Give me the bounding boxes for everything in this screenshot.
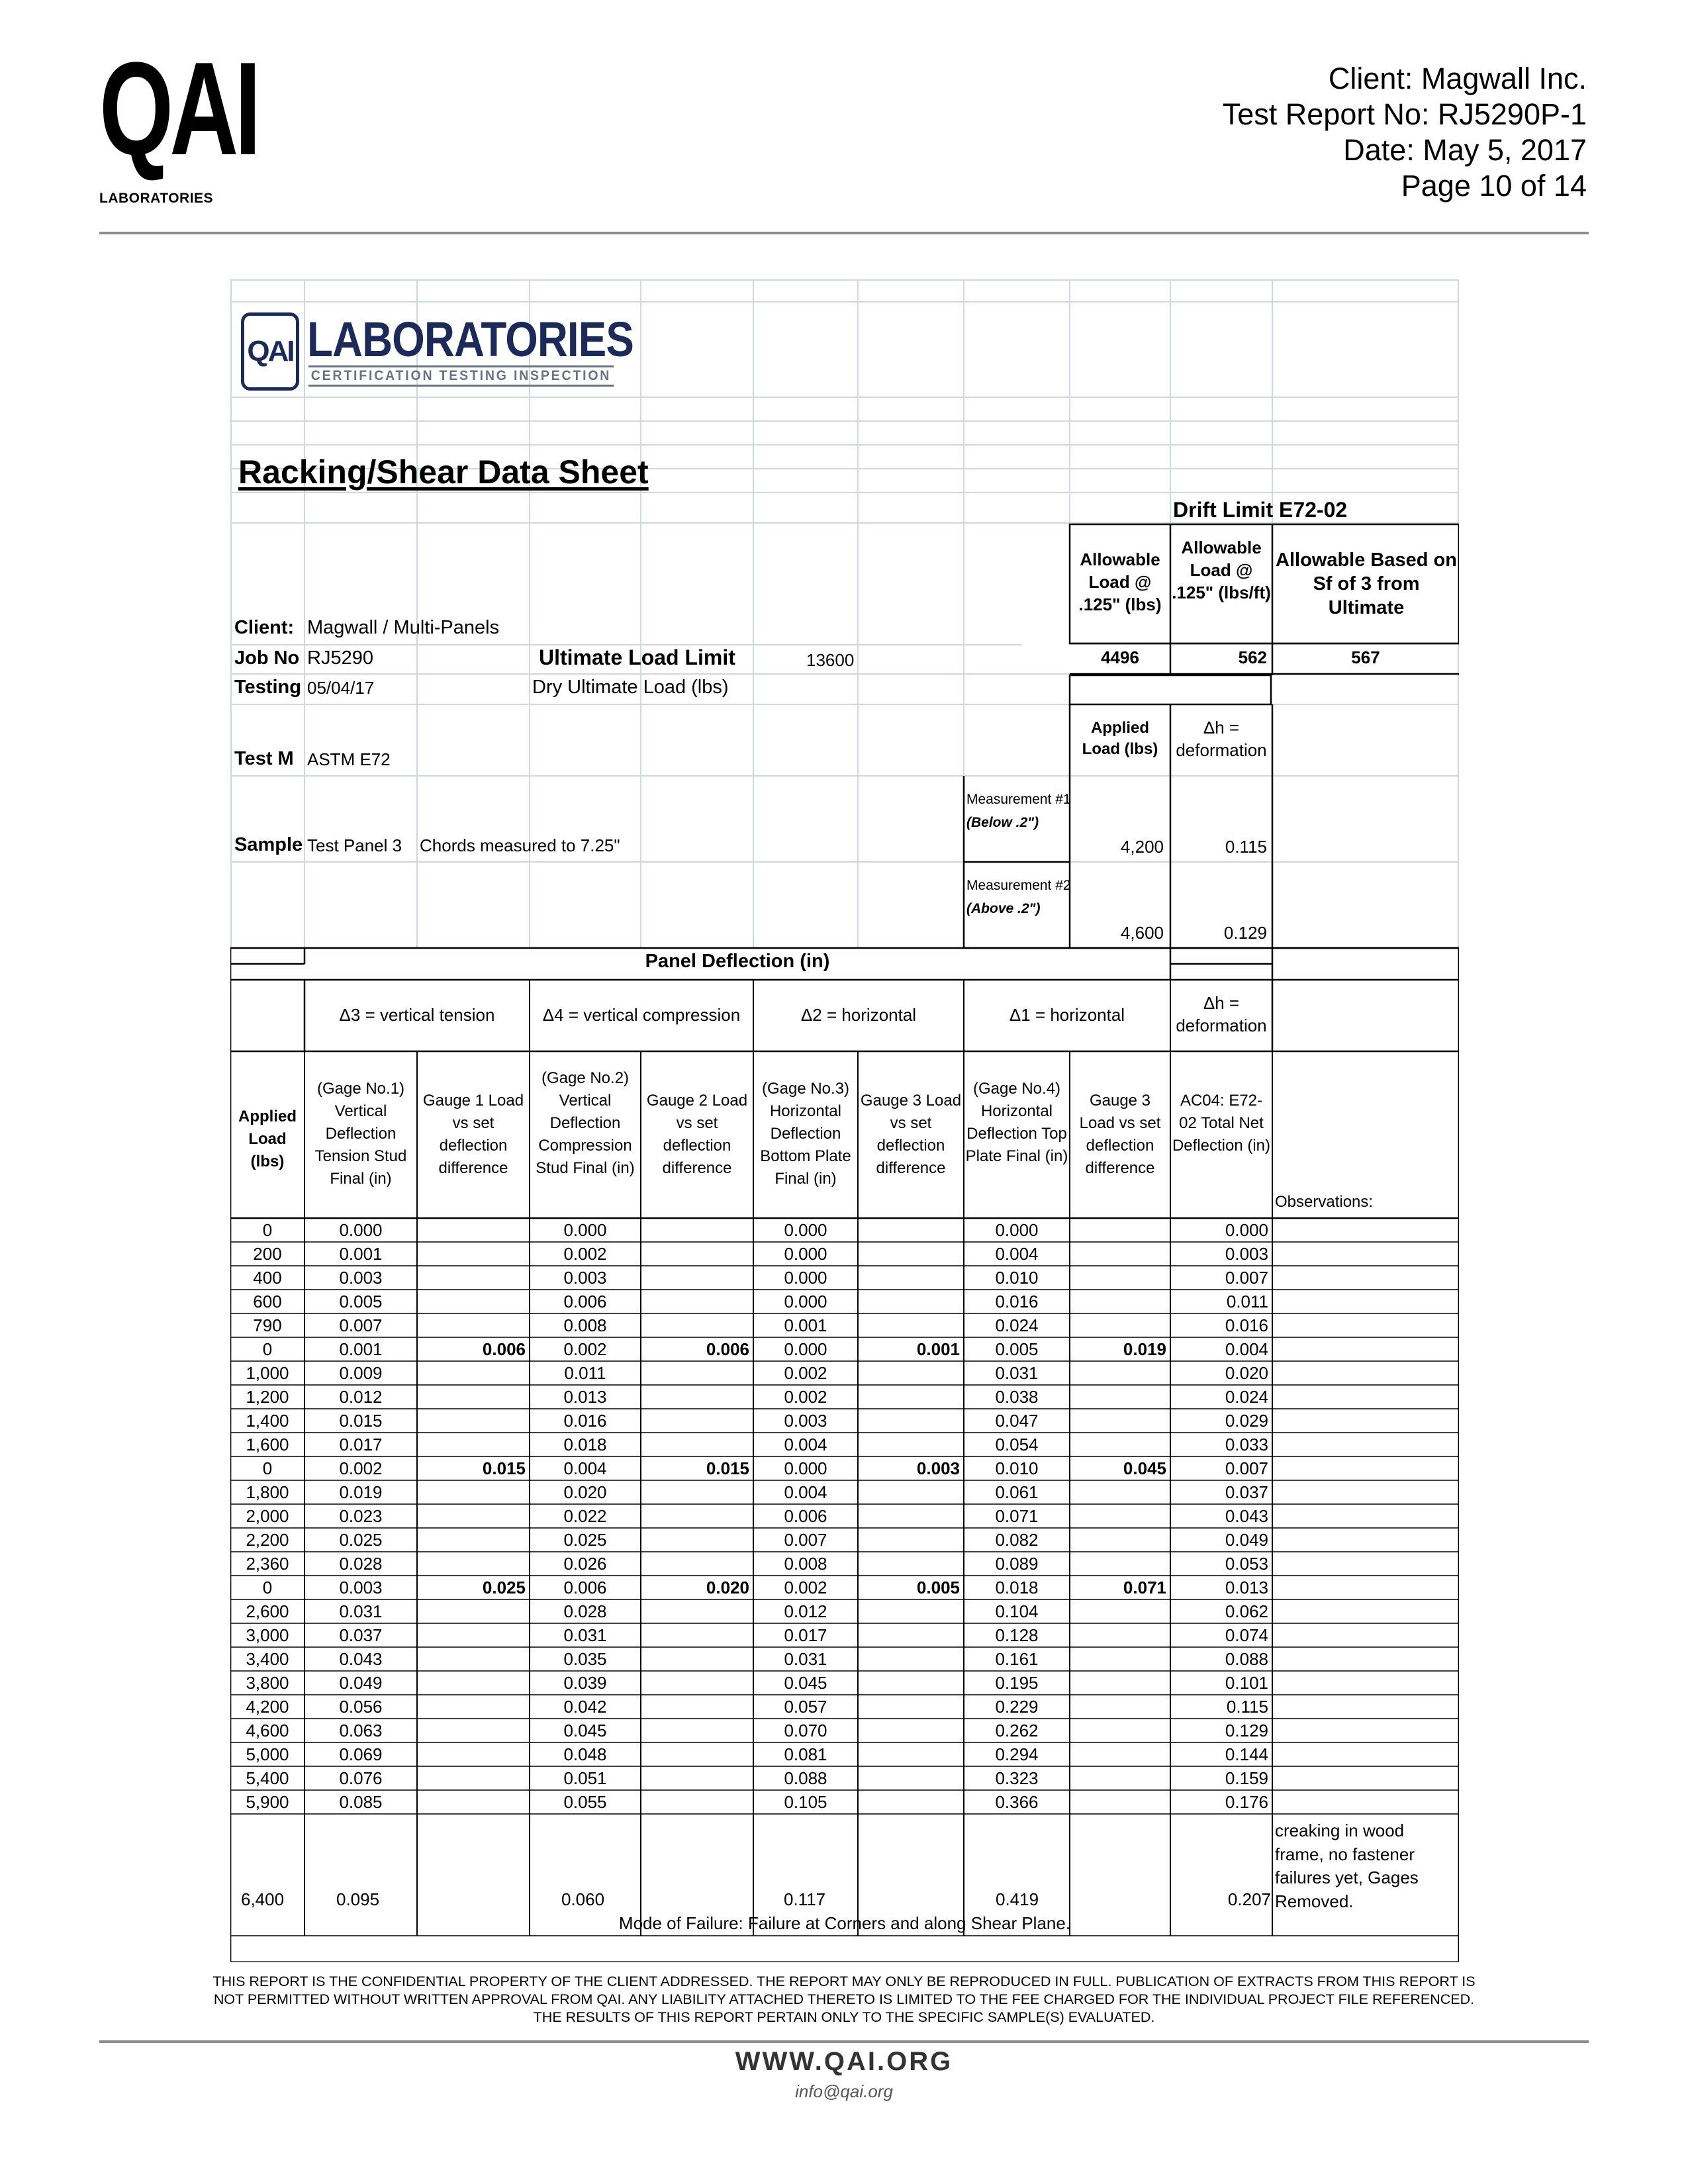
cell-gage2: 0.045 [563,1721,607,1740]
cell-gauge3-diff: 0.001 [916,1339,960,1359]
table-row [230,1456,1459,1480]
cell-gauge2-diff: 0.015 [706,1458,749,1478]
cell-gage1: 0.069 [339,1744,383,1764]
cell-gage1: 0.037 [339,1625,383,1645]
col-header-gauge1-diff: Gauge 1 Load vs set deflection difference [422,1092,524,1177]
measurement-1-label [966,788,1071,834]
website-link[interactable]: WWW.QAI.ORG [735,2047,953,2076]
cell-gauge3b-diff: 0.071 [1123,1578,1166,1597]
cell-gage1: 0.025 [339,1530,383,1550]
cell-gage2: 0.003 [563,1268,607,1288]
cell-total-net: 0.053 [1225,1554,1268,1574]
header-report-no: Test Report No: RJ5290P-1 [1222,97,1587,131]
cell-total-net: 0.004 [1225,1339,1268,1359]
cell-total-net: 0.000 [1225,1220,1268,1240]
cell-gage1: 0.012 [339,1387,383,1407]
cell-gauge2-diff: 0.020 [706,1578,749,1597]
cell-gage2: 0.000 [563,1220,607,1240]
drift-limit-label: Drift Limit E72-02 [1173,498,1348,522]
sheet-logo [241,312,633,392]
email-link[interactable]: info@qai.org [795,2081,893,2101]
measurement-1-title: Measurement #1 [966,792,1071,807]
cell-applied-load: 1,400 [246,1411,289,1431]
col-header-observations: Observations: [1275,1193,1374,1211]
cell-applied-load: 0 [262,1220,273,1240]
cell-gage4: 0.054 [995,1435,1039,1454]
cell-gage1: 0.001 [339,1244,383,1264]
group-header-d4: Δ4 = vertical compression [542,1005,741,1025]
cell-gage4: 0.195 [995,1673,1039,1693]
cell-total-net: 0.088 [1225,1649,1268,1669]
allowable-load-lbsft-header: Allowable Load @ .125" (lbs/ft) [1172,538,1271,602]
cell-gauge3-diff: 0.003 [916,1458,960,1478]
table-row [230,1719,1459,1742]
cell-gage2: 0.004 [563,1458,607,1478]
cell-gage1: 0.049 [339,1673,383,1693]
cell-gage4: 0.104 [995,1601,1039,1621]
cell-gage4: 0.005 [995,1339,1039,1359]
cell-gage3: 0.000 [784,1268,827,1288]
cell-gage2: 0.025 [563,1530,607,1550]
cell-gage3: 0.088 [784,1768,827,1788]
cell-gage3: 0.012 [784,1601,827,1621]
cell-gage4: 0.161 [995,1649,1039,1669]
cell-gauge3-diff: 0.005 [916,1578,960,1597]
cell-total-net: 0.007 [1225,1458,1268,1478]
col-header-gauge3b-diff: Gauge 3 Load vs set deflection difference [1079,1092,1161,1177]
cell-gage2: 0.048 [563,1744,607,1764]
cell-gage1: 0.001 [339,1339,383,1359]
cell-applied-load: 2,600 [246,1601,289,1621]
cell-gage2: 0.006 [563,1292,607,1311]
table-row [230,1266,1459,1290]
cell-gauge1-diff: 0.025 [482,1578,526,1597]
cell-gage4: 0.004 [995,1244,1039,1264]
cell-gage2: 0.008 [563,1315,607,1335]
cell-gage3: 0.003 [784,1411,827,1431]
cell-gauge2-diff: 0.006 [706,1339,749,1359]
cell-gage1: 0.023 [339,1506,383,1526]
cell-gage2: 0.026 [563,1554,607,1574]
cell-gage2: 0.051 [563,1768,607,1788]
job-label: Job No [234,647,300,669]
cell-gage2: 0.011 [564,1363,606,1383]
cell-gage2: 0.039 [563,1673,607,1693]
cell-gage4: 0.082 [995,1530,1039,1550]
table-row [230,1671,1459,1695]
cell-applied-load: 2,200 [246,1530,289,1550]
cell-applied-load: 5,000 [246,1744,289,1764]
cell-gage4: 0.071 [995,1506,1039,1526]
racking-shear-data-sheet [230,279,1459,1962]
cell-gage1: 0.002 [339,1458,383,1478]
table-row [230,1409,1459,1433]
sheet-title: Racking/Shear Data Sheet [238,453,649,491]
col-header-gauge2-diff: Gauge 2 Load vs set deflection difference [646,1092,748,1177]
cell-gage2: 0.002 [563,1244,607,1264]
table-row [230,1790,1459,1814]
cell-total-net: 0.024 [1225,1387,1268,1407]
last-row-gage2: 0.060 [561,1889,605,1909]
allowable-sf-header: Allowable Based on Sf of 3 from Ultimate [1276,549,1457,618]
cell-applied-load: 4,600 [246,1721,289,1740]
cell-total-net: 0.144 [1225,1744,1268,1764]
table-row [230,1218,1459,1242]
cell-gage3: 0.017 [784,1625,827,1645]
table-row [230,1695,1459,1719]
cell-total-net: 0.129 [1225,1721,1268,1740]
table-row [230,1766,1459,1790]
table-row [230,1385,1459,1409]
cell-gage1: 0.009 [339,1363,383,1383]
cell-gage1: 0.003 [339,1268,383,1288]
cell-applied-load: 790 [253,1315,282,1335]
cell-total-net: 0.074 [1225,1625,1268,1645]
cell-applied-load: 200 [253,1244,282,1264]
cell-gage3: 0.007 [784,1530,827,1550]
cell-total-net: 0.176 [1225,1792,1268,1812]
cell-applied-load: 5,900 [246,1792,289,1812]
measurement-1-load: 4,200 [1120,837,1164,857]
last-row-gage1: 0.095 [336,1889,380,1909]
qai-logo-subtext: LABORATORIES [99,191,214,206]
cell-total-net: 0.115 [1226,1697,1268,1717]
cell-total-net: 0.007 [1225,1268,1268,1288]
last-row-load: 6,400 [241,1889,285,1909]
cell-gage4: 0.089 [995,1554,1039,1574]
cell-gage3: 0.008 [784,1554,827,1574]
measurement-2-sub: (Above .2") [966,901,1041,916]
col-header-gage3: (Gage No.3) Horizontal Deflection Bottom Plate Final (in) [760,1080,851,1188]
sample-value: Test Panel 3 [307,835,402,855]
cell-gage1: 0.085 [339,1792,383,1812]
report-header [1223,61,1587,204]
sheet-logo-mark: QAI [241,312,299,391]
cell-gage1: 0.056 [339,1697,383,1717]
allowable-sf-value: 567 [1351,647,1380,667]
cell-gage3: 0.057 [784,1697,827,1717]
cell-gage3: 0.000 [784,1292,827,1311]
ultimate-load-value: 13600 [806,650,855,670]
job-value: RJ5290 [307,647,373,669]
cell-total-net: 0.159 [1225,1768,1268,1788]
col-header-gage2: (Gage No.2) Vertical Deflection Compression Stud Final (in) [536,1069,635,1177]
cell-gage1: 0.017 [339,1435,383,1454]
cell-gage1: 0.005 [339,1292,383,1311]
col-header-gage1: (Gage No.1) Vertical Deflection Tension Stud Final (in) [314,1080,407,1188]
cell-applied-load: 2,360 [246,1554,289,1574]
cell-applied-load: 1,200 [246,1387,289,1407]
cell-gage3: 0.002 [784,1578,827,1597]
cell-gage4: 0.262 [995,1721,1039,1740]
disclaimer-line-3: THE RESULTS OF THIS REPORT PERTAIN ONLY TO THE SPECIFIC SAMPLE(S) EVALUATED. [533,2009,1155,2025]
cell-gage1: 0.019 [339,1482,383,1502]
cell-total-net: 0.003 [1225,1244,1268,1264]
cell-gage4: 0.366 [995,1792,1039,1812]
cell-applied-load: 0 [262,1578,273,1597]
cell-gage4: 0.016 [995,1292,1039,1311]
table-row [230,1504,1459,1528]
cell-gage2: 0.020 [563,1482,607,1502]
cell-applied-load: 3,800 [246,1673,289,1693]
disclaimer-line-2: NOT PERMITTED WITHOUT WRITTEN APPROVAL FROM QAI. ANY LIABILITY ATTACHED THERETO IS LIMITED TO THE FEE CHARGED FOR THE INDIVIDUAL PROJECT FILE REFERENCED. [213,1991,1475,2007]
cell-applied-load: 3,400 [246,1649,289,1669]
cell-applied-load: 0 [262,1339,273,1359]
table-row [230,1337,1459,1361]
table-row [230,1552,1459,1576]
group-header-d1: Δ1 = horizontal [1009,1005,1125,1025]
cell-applied-load: 0 [262,1458,273,1478]
cell-gage4: 0.047 [995,1411,1039,1431]
cell-gage3: 0.006 [784,1506,827,1526]
qai-logo-mark: QAI [99,35,258,183]
table-row [230,1528,1459,1552]
cell-gauge3b-diff: 0.019 [1123,1339,1166,1359]
cell-gage2: 0.013 [563,1387,607,1407]
last-row-observation: creaking in wood frame, no fastener failures yet, Gages Removed. [1275,1821,1419,1911]
table-row [230,1361,1459,1385]
cell-gage4: 0.294 [995,1744,1039,1764]
cell-gage4: 0.010 [995,1458,1039,1478]
cell-gage2: 0.018 [563,1435,607,1454]
cell-gage1: 0.043 [339,1649,383,1669]
confidentiality-disclaimer [99,1973,1589,2026]
cell-gage1: 0.015 [339,1411,383,1431]
client-label: Client: [234,617,295,638]
test-method-label: Test M [234,748,294,769]
cell-applied-load: 1,800 [246,1482,289,1502]
cell-gage4: 0.038 [995,1387,1039,1407]
cell-applied-load: 4,200 [246,1697,289,1717]
cell-gage3: 0.000 [784,1220,827,1240]
cell-gage2: 0.002 [563,1339,607,1359]
table-row [230,1576,1459,1599]
dry-ultimate-label: Dry Ultimate Load (lbs) [532,677,729,698]
cell-gage3: 0.004 [784,1435,827,1454]
cell-gauge1-diff: 0.015 [482,1458,526,1478]
cell-gage1: 0.003 [339,1578,383,1597]
col-header-gage4: (Gage No.4) Horizontal Deflection Top Plate Final (in) [965,1080,1068,1165]
cell-total-net: 0.049 [1225,1530,1268,1550]
cell-applied-load: 5,400 [246,1768,289,1788]
cell-total-net: 0.043 [1225,1506,1268,1526]
cell-applied-load: 600 [253,1292,282,1311]
table-row [230,1742,1459,1766]
cell-gage1: 0.063 [339,1721,383,1740]
allowable-load-lbs-header: Allowable Load @ .125" (lbs) [1078,549,1162,614]
cell-applied-load: 1,600 [246,1435,289,1454]
cell-gage4: 0.229 [995,1697,1039,1717]
cell-gage1: 0.031 [339,1601,383,1621]
cell-gage2: 0.042 [563,1697,607,1717]
sample-label: Sample [234,834,303,855]
qai-logo [99,35,258,207]
table-row [230,1433,1459,1456]
footer-divider [99,2040,1589,2043]
client-value: Magwall / Multi-Panels [307,617,500,638]
cell-gage4: 0.323 [995,1768,1039,1788]
last-row-gage4: 0.419 [996,1889,1039,1909]
allowable-load-lbs-value: 4496 [1101,647,1139,667]
cell-gage1: 0.000 [339,1220,383,1240]
header-page: Page 10 of 14 [1401,169,1587,203]
cell-applied-load: 3,000 [246,1625,289,1645]
cell-gage3: 0.105 [784,1792,827,1812]
table-row [230,1242,1459,1266]
cell-total-net: 0.020 [1225,1363,1268,1383]
cell-total-net: 0.013 [1225,1578,1268,1597]
cell-gage2: 0.022 [563,1506,607,1526]
cell-gage4: 0.128 [995,1625,1039,1645]
cell-total-net: 0.033 [1225,1435,1268,1454]
table-row [230,1623,1459,1647]
cell-gage3: 0.000 [784,1458,827,1478]
cell-total-net: 0.029 [1225,1411,1268,1431]
cell-gage3: 0.031 [784,1649,827,1669]
measurement-2-title: Measurement #2 [966,878,1071,893]
measurement-2-label [966,874,1071,920]
col-header-applied-load: Applied Load (lbs) [238,1108,297,1170]
table-row [230,1313,1459,1337]
cell-total-net: 0.101 [1225,1673,1268,1693]
cell-gage4: 0.018 [995,1578,1039,1597]
allowable-load-lbsft-value: 562 [1238,647,1267,667]
cell-gage3: 0.000 [784,1339,827,1359]
dh-header-top: Δh = deformation [1176,718,1267,760]
cell-applied-load: 1,000 [246,1363,289,1383]
table-row [230,1480,1459,1504]
cell-gage4: 0.061 [995,1482,1039,1502]
cell-gage2: 0.055 [563,1792,607,1812]
last-row-gage3: 0.117 [784,1889,826,1909]
col-header-gauge3-diff: Gauge 3 Load vs set deflection difference [860,1092,962,1177]
measurement-1-dh: 0.115 [1225,837,1267,857]
cell-gage4: 0.010 [995,1268,1039,1288]
last-row-total: 0.207 [1227,1889,1271,1909]
cell-total-net: 0.062 [1225,1601,1268,1621]
cell-gage2: 0.016 [563,1411,607,1431]
group-header-dh: Δh = deformation [1176,993,1267,1035]
cell-gage2: 0.031 [563,1625,607,1645]
mode-of-failure: Mode of Failure: Failure at Corners and along Shear Plane. [618,1913,1071,1933]
cell-gage3: 0.004 [784,1482,827,1502]
col-header-total-net: AC04: E72-02 Total Net Deflection (in) [1172,1092,1271,1155]
cell-gage2: 0.035 [563,1649,607,1669]
applied-load-header-top: Applied Load (lbs) [1082,719,1158,758]
test-method-value: ASTM E72 [307,749,391,769]
cell-gage2: 0.006 [563,1578,607,1597]
sheet-logo-name: LABORATORIES [307,312,633,367]
group-header-d3: Δ3 = vertical tension [339,1005,495,1025]
ultimate-load-label: Ultimate Load Limit [539,645,735,669]
cell-gage1: 0.007 [339,1315,383,1335]
sample-note: Chords measured to 7.25" [420,835,620,855]
measurement-2-dh: 0.129 [1223,923,1267,943]
cell-total-net: 0.011 [1226,1292,1268,1311]
cell-gage1: 0.028 [339,1554,383,1574]
cell-applied-load: 2,000 [246,1506,289,1526]
cell-gauge3b-diff: 0.045 [1123,1458,1166,1478]
cell-gauge1-diff: 0.006 [482,1339,526,1359]
disclaimer-line-1: THIS REPORT IS THE CONFIDENTIAL PROPERTY OF THE CLIENT ADDRESSED. THE REPORT MAY ONLY BE REPRODUCED IN FULL. PUBLICATION OF EXTRACTS FROM THIS REPORT IS [212,1973,1476,1989]
cell-gage4: 0.000 [995,1220,1039,1240]
testing-value: 05/04/17 [307,678,375,698]
cell-gage3: 0.070 [784,1721,827,1740]
measurement-1-sub: (Below .2") [966,815,1039,830]
measurement-2-load: 4,600 [1120,923,1164,943]
cell-gage1: 0.076 [339,1768,383,1788]
header-client: Client: Magwall Inc. [1328,62,1587,95]
testing-label: Testing [234,677,301,698]
cell-applied-load: 400 [253,1268,282,1288]
cell-gage3: 0.081 [784,1744,827,1764]
cell-gage3: 0.002 [784,1387,827,1407]
cell-gage2: 0.028 [563,1601,607,1621]
header-date: Date: May 5, 2017 [1343,133,1587,167]
cell-total-net: 0.037 [1225,1482,1268,1502]
panel-deflection-header: Panel Deflection (in) [645,951,830,972]
cell-total-net: 0.016 [1225,1315,1268,1335]
cell-gage4: 0.024 [995,1315,1039,1335]
header-divider [99,232,1589,234]
cell-gage4: 0.031 [995,1363,1039,1383]
cell-gage3: 0.000 [784,1244,827,1264]
table-row [230,1647,1459,1671]
sheet-logo-tagline: CERTIFICATION TESTING INSPECTION [308,365,614,387]
group-header-d2: Δ2 = horizontal [800,1005,917,1025]
cell-gage3: 0.001 [784,1315,827,1335]
cell-gage3: 0.002 [784,1363,827,1383]
table-row [230,1599,1459,1623]
cell-gage3: 0.045 [784,1673,827,1693]
table-row [230,1290,1459,1313]
